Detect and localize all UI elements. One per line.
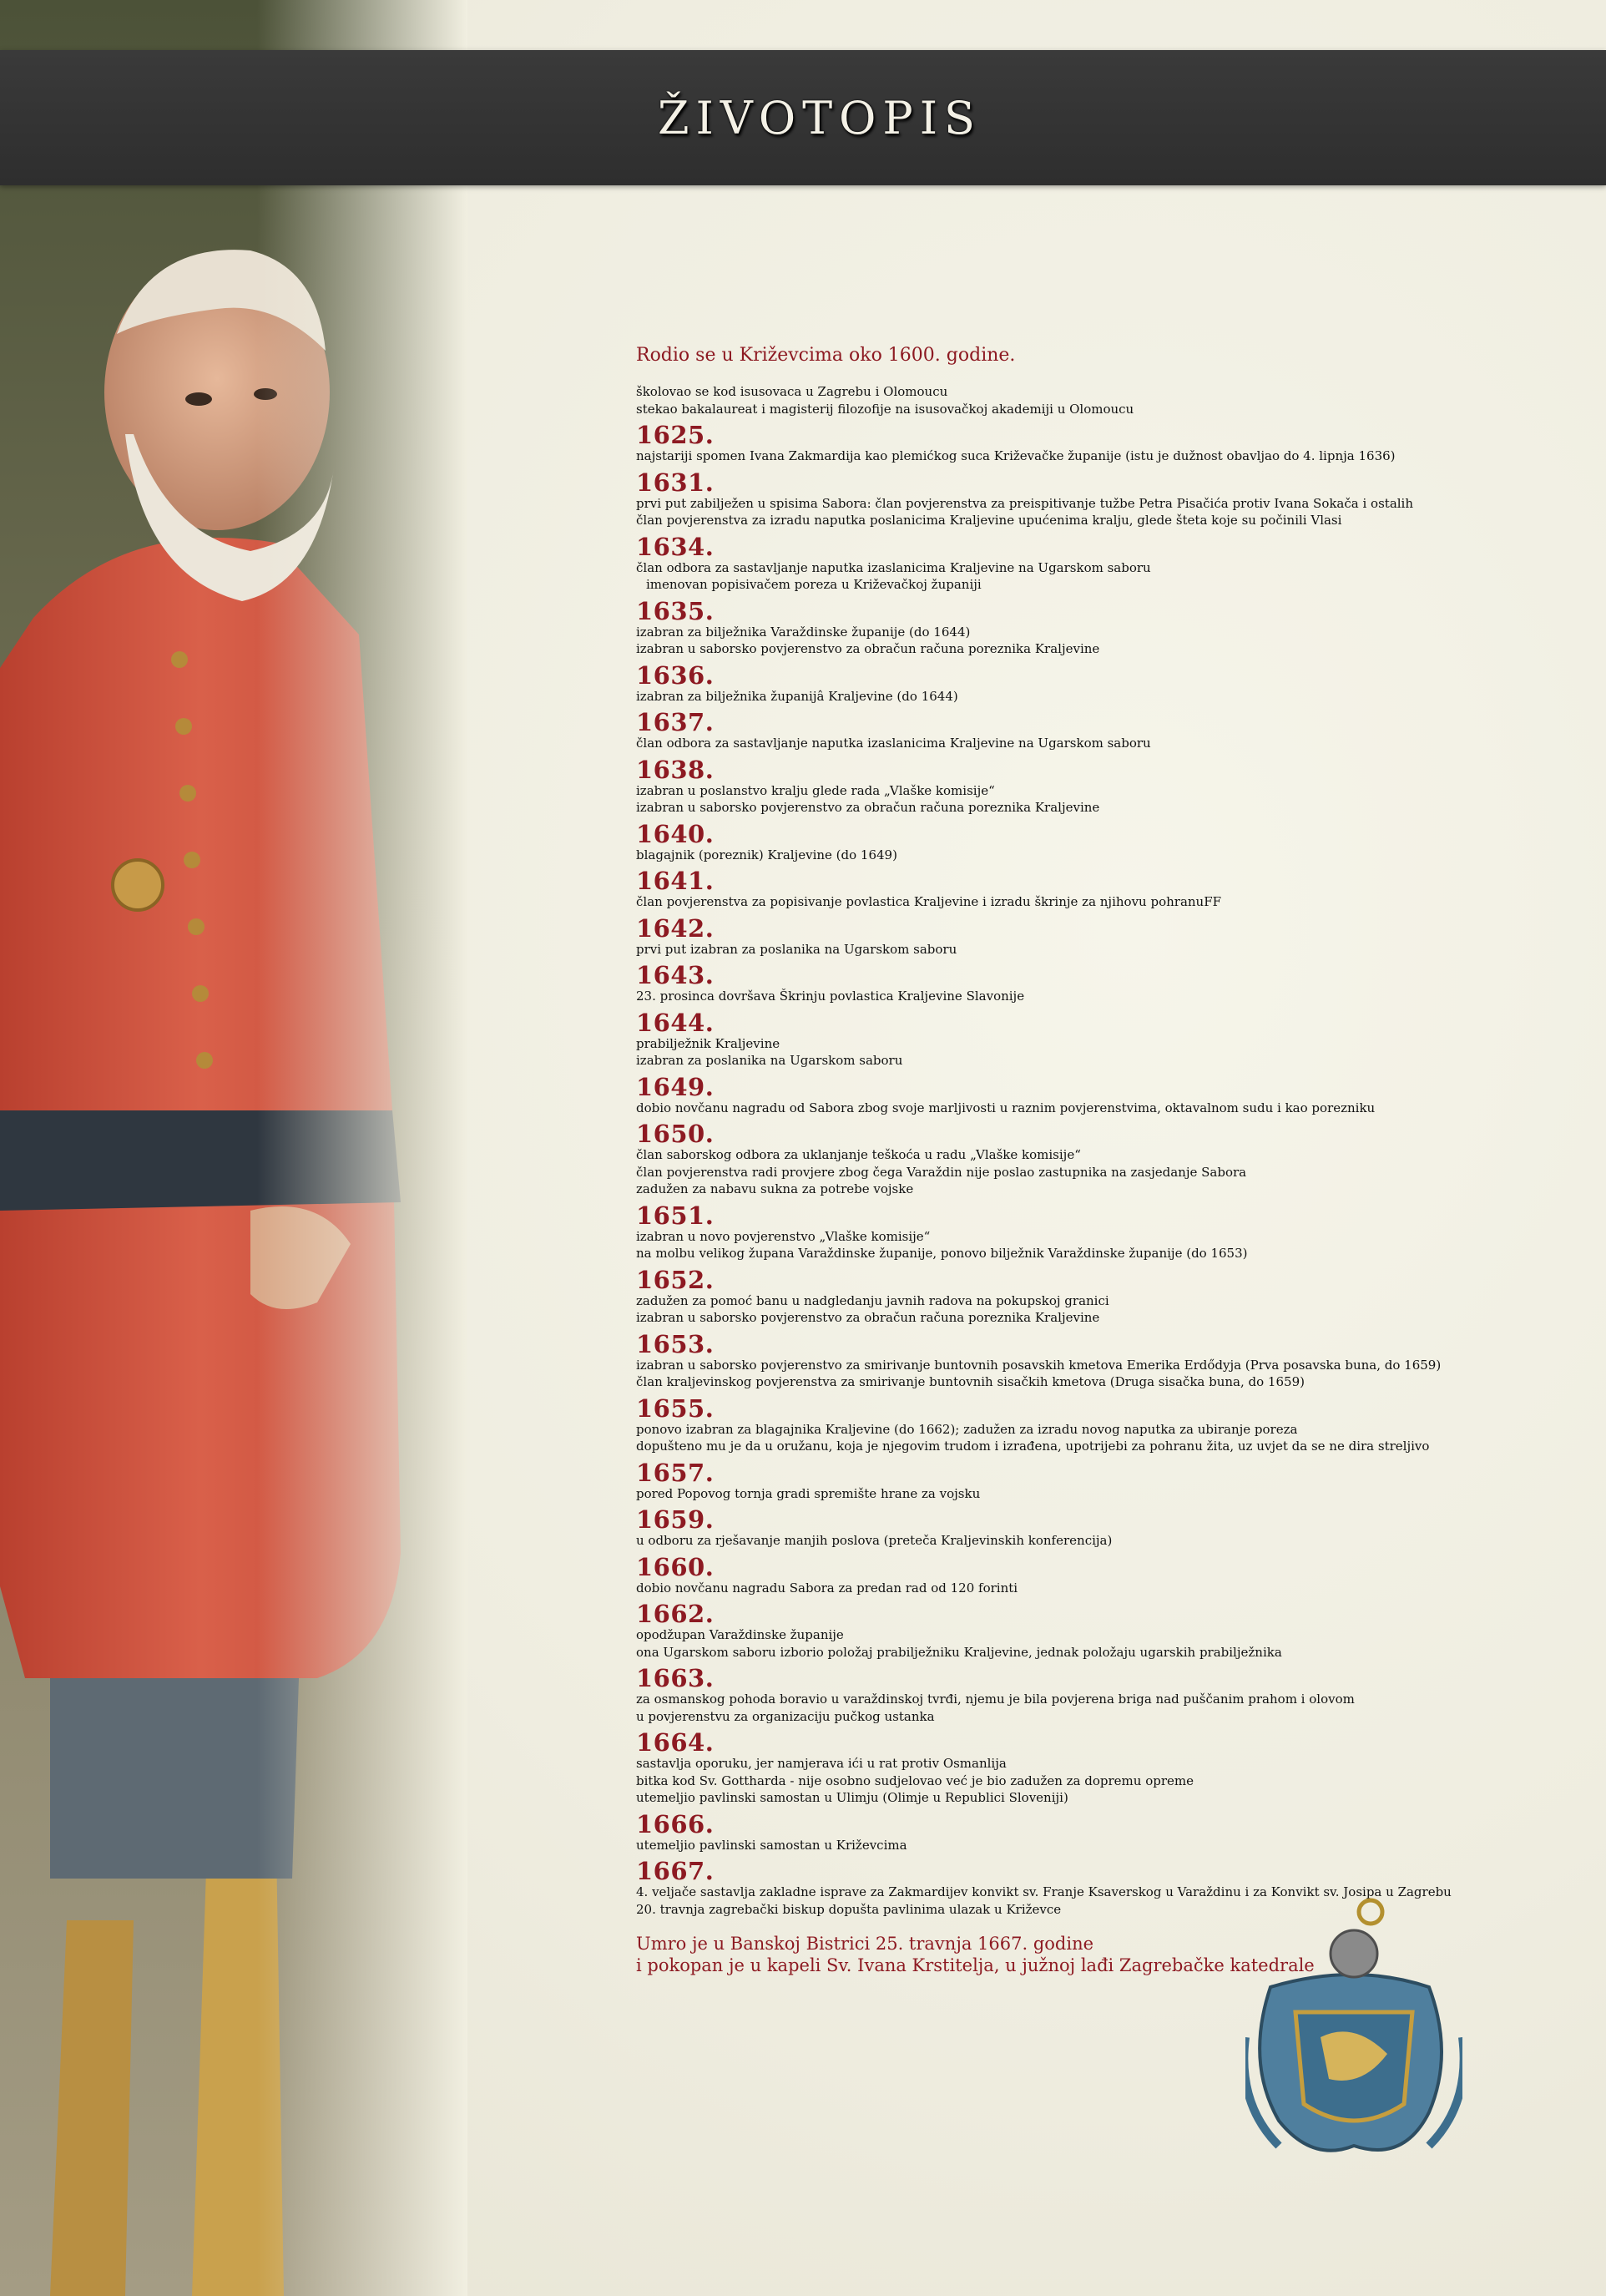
entry-year: 1655. — [636, 1393, 715, 1423]
entry-line: član saborskog odbora za uklanjanje teškoća u radu „Vlaške komisije“ — [636, 1147, 1081, 1162]
entry-line: dopušteno mu je da u oružanu, koja je njegovim trudom i izrađena, upotrijebi za pohranu žita, uz uvjet da se ne dira streljivo — [636, 1439, 1430, 1454]
entry-line: član odbora za sastavljanje naputka izaslanicima Kraljevine na Ugarskom saboru — [636, 559, 1151, 575]
entry-line: utemeljio pavlinski samostan u Ulimju (Olimje u Republici Sloveniji) — [636, 1790, 1068, 1805]
entry-line: u odboru za rješavanje manjih poslova (preteča Kraljevinskih konferencija) — [636, 1533, 1113, 1548]
timeline-entry — [636, 1010, 1571, 1070]
entry-line: zadužen za nabavu sukna za potrebe vojske — [636, 1181, 914, 1196]
entry-line: utemeljio pavlinski samostan u Križevcima — [636, 1837, 907, 1853]
entry-line: izabran za bilježnika Varaždinske županije (do 1644) — [636, 624, 971, 640]
entry-description — [636, 893, 1571, 911]
entry-description — [636, 1228, 1571, 1262]
entry-line: član povjerenstva za popisivanje povlastica Kraljevine i izradu škrinje za njihovu pohranuFF — [636, 894, 1222, 909]
entry-description — [636, 1626, 1571, 1661]
timeline-entry — [636, 1552, 1571, 1597]
entry-description — [636, 1357, 1571, 1391]
entry-year: 1631. — [636, 468, 715, 497]
entry-line: opodžupan Varaždinske županije — [636, 1627, 844, 1642]
entry-line: 20. travnja zagrebački biskup dopušta pavlinima ulazak u Križevce — [636, 1901, 1062, 1917]
coat-of-arms-image — [1245, 1895, 1462, 2171]
entry-description — [636, 495, 1571, 529]
timeline-entry — [636, 710, 1571, 752]
entry-description — [636, 559, 1571, 594]
timeline-entry — [636, 1507, 1571, 1550]
entry-year: 1638. — [636, 755, 715, 784]
entry-description — [636, 1485, 1571, 1503]
timeline-entry — [636, 1393, 1571, 1455]
education-block — [636, 383, 1571, 417]
entry-line: izabran u saborsko povjerenstvo za smirivanje buntovnih posavskih kmetova Emerika Erdődyja (Prva posavska buna, do 1659) — [636, 1357, 1442, 1373]
timeline-entry — [636, 819, 1571, 864]
entry-line: izabran u saborsko povjerenstvo za obračun računa poreznika Kraljevine — [636, 641, 1100, 656]
entry-description — [636, 1580, 1571, 1597]
entry-line: član povjerenstva za izradu naputka poslanicima Kraljevine upućenima kralju, glede šteta koje su počinili Vlasi — [636, 513, 1342, 528]
entry-year: 1657. — [636, 1458, 715, 1487]
entry-line: na molbu velikog župana Varaždinske županije, ponovo bilježnik Varaždinske županije (do 1653) — [636, 1246, 1248, 1261]
entry-line: član kraljevinskog povjerenstva za smirivanje buntovnih sisačkih kmetova (Druga sisačka buna, do 1659) — [636, 1374, 1305, 1389]
entry-line: 23. prosinca dovršava Škrinju povlastica Kraljevine Slavonije — [636, 989, 1025, 1004]
entry-year: 1667. — [636, 1857, 715, 1885]
entry-line: izabran u novo povjerenstvo „Vlaške komisije“ — [636, 1228, 931, 1244]
timeline-entry — [636, 963, 1571, 1005]
entry-line: član odbora za sastavljanje naputka izaslanicima Kraljevine na Ugarskom saboru — [636, 736, 1151, 751]
entry-year: 1663. — [636, 1664, 715, 1692]
timeline-entry — [636, 1809, 1571, 1854]
entry-description — [636, 1691, 1571, 1725]
entry-line: sastavlja oporuku, jer namjerava ići u rat protiv Osmanlija — [636, 1756, 1007, 1771]
timeline-entry — [636, 596, 1571, 658]
entry-line: u povjerenstvu za organizaciju pučkog ustanka — [636, 1708, 935, 1724]
entry-line: pored Popovog tornja gradi spremište hrane za vojsku — [636, 1485, 981, 1501]
timeline-entry — [636, 1666, 1571, 1725]
entry-year: 1666. — [636, 1809, 715, 1838]
entry-year: 1649. — [636, 1072, 715, 1101]
timeline-entry — [636, 1460, 1571, 1503]
entry-description — [636, 1035, 1571, 1070]
entry-description — [636, 1100, 1571, 1117]
outro-line: Umro je u Banskoj Bistrici 25. travnja 1667. godine — [636, 1934, 1094, 1954]
entry-year: 1634. — [636, 532, 715, 561]
entry-line: ona Ugarskom saboru izborio položaj prabilježniku Kraljevine, jednak položaju ugarskih prabilježnika — [636, 1644, 1282, 1660]
entry-line: dobio novčanu nagradu od Sabora zbog svoje marljivosti u raznim povjerenstvima, oktavalnom sudu i kao porezniku — [636, 1100, 1376, 1115]
entry-year: 1660. — [636, 1552, 715, 1581]
entry-line: izabran za bilježnika županijâ Kraljevine (do 1644) — [636, 688, 958, 704]
header-bar — [0, 50, 1606, 185]
entry-line: izabran u saborsko povjerenstvo za obračun računa poreznika Kraljevine — [636, 1310, 1100, 1325]
timeline-entry — [636, 757, 1571, 817]
timeline-entry — [636, 1072, 1571, 1117]
entry-line: dobio novčanu nagradu Sabora za predan rad od 120 forinti — [636, 1580, 1018, 1596]
entry-description — [636, 688, 1571, 705]
entry-description — [636, 988, 1571, 1005]
entry-year: 1651. — [636, 1201, 715, 1230]
biography-content — [636, 343, 1571, 1976]
entry-description — [636, 624, 1571, 658]
entry-line: blagajnik (poreznik) Kraljevine (do 1649) — [636, 847, 897, 862]
entry-year: 1644. — [636, 1008, 715, 1037]
timeline-entry — [636, 660, 1571, 705]
entry-line: bitka kod Sv. Gottharda - nije osobno sudjelovao već je bio zadužen za dopremu opreme — [636, 1773, 1194, 1788]
entry-line: najstariji spomen Ivana Zakmardija kao plemićkog suca Križevačke županije (istu je dužnost obavljao do 4. lipnja 1636) — [636, 448, 1396, 463]
entry-description — [636, 847, 1571, 864]
entry-description — [636, 735, 1571, 752]
entry-line: izabran u poslanstvo kralju glede rada „Vlaške komisije“ — [636, 782, 995, 798]
entry-line: prabilježnik Kraljevine — [636, 1035, 780, 1051]
entry-line: zadužen za pomoć banu u nadgledanju javnih radova na pokupskoj granici — [636, 1292, 1109, 1308]
timeline-entry — [636, 422, 1571, 465]
timeline-entry — [636, 1267, 1571, 1327]
entry-description — [636, 941, 1571, 958]
entry-year: 1635. — [636, 596, 715, 625]
timeline-entry — [636, 868, 1571, 911]
entry-year: 1642. — [636, 913, 715, 943]
entry-description — [636, 1146, 1571, 1198]
entry-year: 1662. — [636, 1600, 715, 1628]
entry-line: imenovan popisivačem poreza u Križevačkoj županiji — [646, 577, 982, 592]
entry-line: prvi put zabilježen u spisima Sabora: član povjerenstva za preispitivanje tužbe Petra Pisačića protiv Ivana Sokača i ostalih — [636, 495, 1414, 511]
entry-year: 1640. — [636, 819, 715, 848]
entry-line: ponovo izabran za blagajnika Kraljevine (do 1662); zadužen za izradu novog naputka za ubiranje poreza — [636, 1421, 1298, 1437]
entry-year: 1652. — [636, 1265, 715, 1294]
entry-line: 4. veljače sastavlja zakladne isprave za Zakmardijev konvikt sv. Franje Ksaverskog u Varaždinu i za Konvikt sv. Josipa u Zagrebu — [636, 1884, 1452, 1899]
timeline-entry — [636, 1601, 1571, 1661]
entry-year: 1636. — [636, 660, 715, 690]
entry-year: 1650. — [636, 1120, 715, 1148]
portrait-painting — [0, 0, 467, 2296]
entry-line: prvi put izabran za poslanika na Ugarskom saboru — [636, 941, 957, 957]
entry-description — [636, 448, 1571, 465]
outro-line: i pokopan je u kapeli Sv. Ivana Krstitelja, u južnoj lađi Zagrebačke katedrale — [636, 1955, 1315, 1975]
timeline-entry — [636, 1203, 1571, 1262]
page-title: ŽIVOTOPIS — [657, 91, 982, 144]
entry-description — [636, 782, 1571, 817]
entry-description — [636, 1837, 1571, 1854]
timeline-entry — [636, 1329, 1571, 1391]
timeline — [636, 422, 1571, 1918]
intro-line: školovao se kod isusovaca u Zagrebu i Olomoucu — [636, 384, 948, 399]
entry-year: 1637. — [636, 708, 715, 736]
intro-line: stekao bakalaureat i magisterij filozofije na isusovačkoj akademiji u Olomoucu — [636, 401, 1134, 417]
timeline-entry — [636, 1730, 1571, 1807]
timeline-entry — [636, 1121, 1571, 1198]
entry-description — [636, 1292, 1571, 1327]
entry-year: 1659. — [636, 1505, 715, 1534]
entry-line: za osmanskog pohoda boravio u varaždinskoj tvrđi, njemu je bila povjerena briga nad puščanim prahom i olovom — [636, 1692, 1355, 1707]
entry-description — [636, 1421, 1571, 1455]
entry-line: izabran u saborsko povjerenstvo za obračun računa poreznika Kraljevine — [636, 800, 1100, 815]
entry-year: 1653. — [636, 1329, 715, 1358]
entry-year: 1664. — [636, 1728, 715, 1757]
birth-statement: Rodio se u Križevcima oko 1600. godine. — [636, 345, 1016, 366]
timeline-entry — [636, 470, 1571, 529]
entry-year: 1641. — [636, 867, 715, 895]
timeline-entry — [636, 913, 1571, 958]
entry-description — [636, 1532, 1571, 1550]
entry-year: 1625. — [636, 421, 715, 449]
entry-description — [636, 1755, 1571, 1807]
entry-line: izabran za poslanika na Ugarskom saboru — [636, 1053, 903, 1068]
entry-line: član povjerenstva radi provjere zbog čega Varaždin nije poslao zastupnika na zasjedanje Sabora — [636, 1164, 1247, 1180]
entry-year: 1643. — [636, 961, 715, 989]
timeline-entry — [636, 534, 1571, 594]
